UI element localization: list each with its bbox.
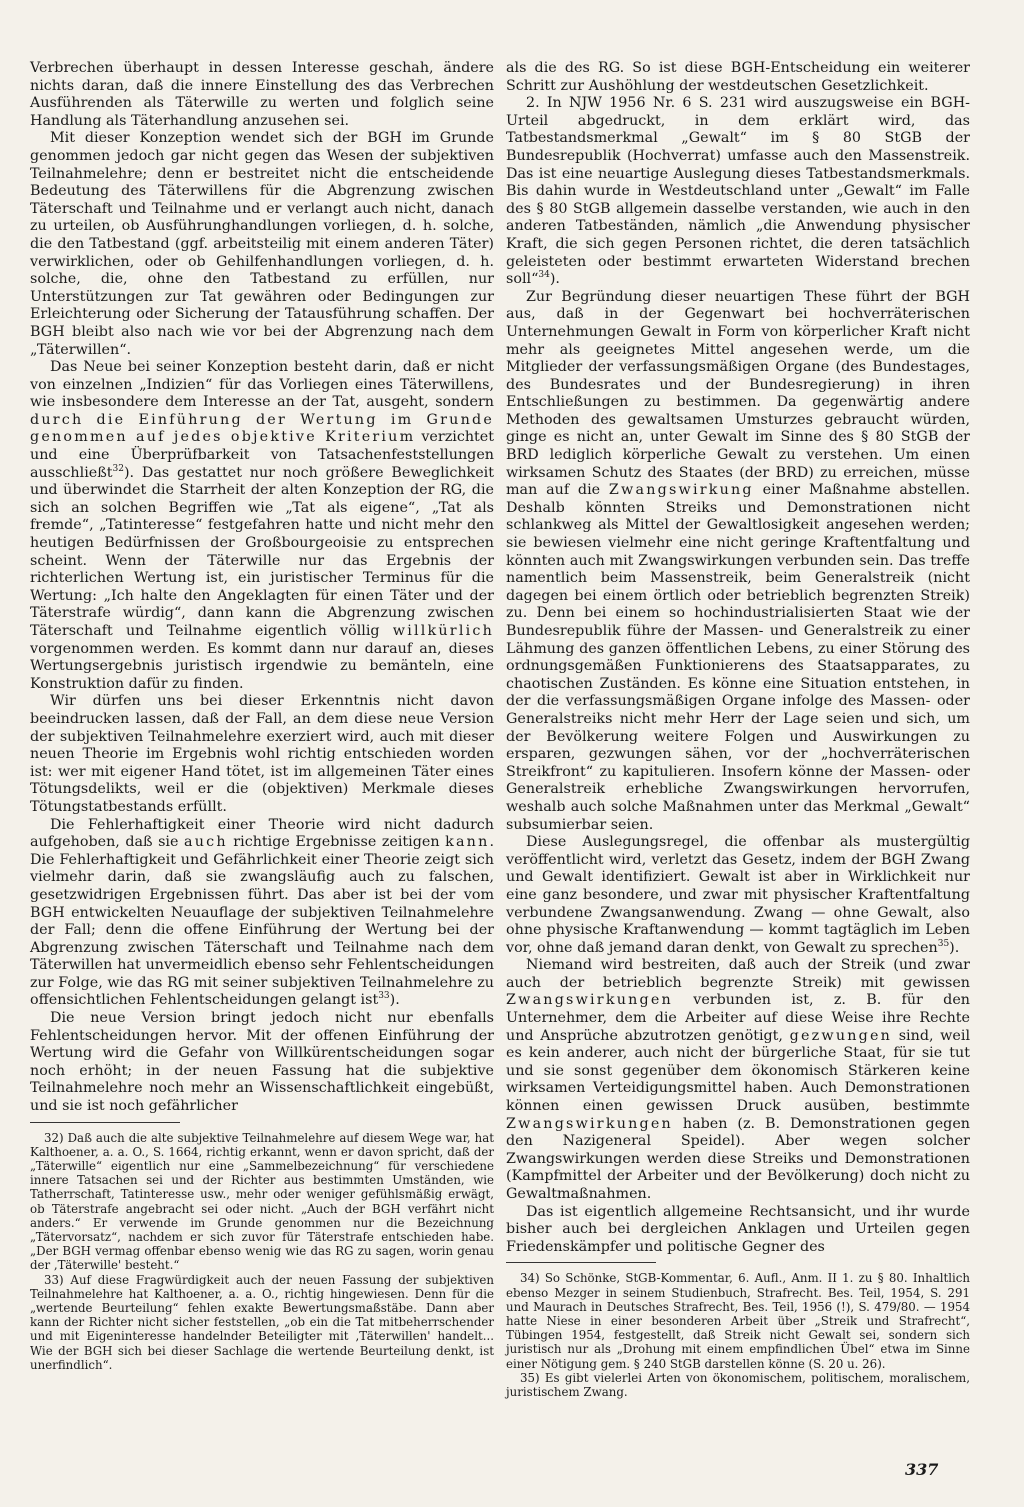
footnote-32: 32) Daß auch die alte subjektive Teilnahmelehre auf diesem Wege war, hat Kalthoener, a. a. O., S. 1664, richtig erkannt, wenn er davon spricht, daß der „Täterwille“ eigentlich nur eine „Sammelbezeichnung“ für verschiedene innere Tatsachen sei und der Richter aus bestimmten Umständen, wie Tatherrschaft, Tatinteresse usw., mehr oder weniger gefühlsmäßig erwägt, ob Täterstrafe angebracht sei oder nicht. „Auch der BGH verfährt nicht anders.“ Er verwende im Grunde genommen nur die Bezeichnung „Tätervorsatz“, nachdem er sich zuvor für Täterstrafe entschieden habe. „Der BGH vermag offenbar ebenso wenig wie das RG zu sagen, worin genau der ,Täterwille' besteht.“ (30, 1130, 494, 1273)
paragraph: als die des RG. So ist diese BGH-Entscheidung ein weiterer Schritt zur Aushöhlung der westdeutschen Gesetzlichkeit. (506, 60, 970, 94)
page-number: 337 (905, 1460, 939, 1479)
footnote-34: 34) So Schönke, StGB-Kommentar, 6. Aufl., Anm. II 1. zu § 80. Inhaltlich ebenso Mezger in seinem Studienbuch, Strafrecht. Bes. Teil, 1954, S. 291 und Maurach in Deutsches Strafrecht, Bes. Teil, 1956 (!), S. 479/80. — 1954 hatte Niese in einer besonderen Arbeit über „Streik und Strafrecht“, Tübingen 1954, festgestellt, daß Streik nicht Gewalt sei, sondern sich juristisch nur als „Drohung mit einem empfindlichen Übel“ etwa im Sinne einer Nötigung gem. § 240 StGB darstellen könne (S. 20 u. 26). (506, 1271, 970, 1371)
paragraph: Das ist eigentlich allgemeine Rechtsansicht, und ihr wurde bisher auch bei dergleichen Anklagen und Urteilen gegen Friedenskämpfer und politische Gegner des (506, 1203, 970, 1255)
paragraph: Diese Auslegungsregel, die offenbar als mustergültig veröffentlicht wird, verletzt das Gesetz, indem der BGH Zwang und Gewalt identifiziert. Gewalt ist aber in Wirklichkeit nur eine ganz besondere, und zwar mit physischer Kraftentfaltung verbundene Zwangsanwendung. Zwang — ohne Gewalt, also ohne physische Kraftanwendung — kommt tagtäglich im Leben vor, ohne daß jemand daran denkt, von Gewalt zu sprechen$^{35}$). (506, 834, 970, 956)
right-column (506, 60, 970, 1399)
paragraph: Zur Begründung dieser neuartigen These führt der BGH aus, daß in der Gegenwart bei hochverräterischen Unternehmungen Gewalt in Form von körperlicher Kraft nicht mehr als geeignetes Mittel angesehen werde, um die Mitglieder der verfassungsmäßigen Organe (des Bundestages, des Bundesrates und der Bundesregierung) in ihren Entschließungen zu bestimmen. Da gegenwärtig andere Methoden des gewaltsamen Umsturzes gebraucht würden, ginge es nicht an, unter Gewalt im Sinne des § 80 StGB der BRD lediglich körperliche Gewalt zu verstehen. Um einen wirksamen Schutz des Staates (der BRD) zu erreichen, müsse man auf die Zwangswirkung einer Maßnahme abstellen. Deshalb könnten Streiks und Demonstrationen nicht schlankweg als Mittel der Gewaltlosigkeit angesehen werden; sie bewiesen vielmehr eine nicht geringe Kraftentfaltung und könnten auch mit Zwangswirkungen verbunden sein. Das treffe namentlich beim Massenstreik, beim Generalstreik (nicht dagegen bei einem örtlich oder betrieblich begrenzten Streik) zu. Denn bei einem so hochindustrialisierten Staat wie der Bundesrepublik führe der Massen- und Generalstreik zu einer Lähmung des ganzen öffentlichen Lebens, zu einer Störung des ordnungsgemäßen Funktionierens des Staatsapparates, zu chaotischen Zuständen. Es könne eine Situation entstehen, in der die verfassungsmäßigen Organe infolge des Massen- oder Generalstreiks nicht mehr Herr der Lage seien und sich, um der Bevölkerung weitere Folgen und Auswirkungen zu ersparen, gezwungen sähen, vor der „hochverräterischen Streikfront“ zu kapitulieren. Insofern könne der Massen- oder Generalstreik erhebliche Zwangswirkungen hervorrufen, weshalb auch solche Maßnahmen unter das Merkmal „Gewalt“ subsumierbar seien. (506, 288, 971, 833)
left-column (30, 60, 494, 1372)
paragraph: Wir dürfen uns bei dieser Erkenntnis nicht davon beeindrucken lassen, daß der Fall, an dem diese neue Version der subjektiven Teilnahmelehre exerziert wird, auch mit dieser neuen Theorie im Ergebnis wohl richtig entschieden worden ist: wer mit eigener Hand tötet, ist im allgemeinen Täter eines Tötungsdelikts, weil er die (objektiven) Merkmale dieses Tötungstatbestands erfüllt. (30, 693, 494, 815)
footnote-35: 35) Es gibt vielerlei Arten von ökonomischem, politischem, moralischem, juristischem Zwang. (506, 1370, 970, 1399)
paragraph: Die neue Version bringt jedoch nicht nur ebenfalls Fehlentscheidungen hervor. Mit der offenen Einführung der Wertung wird die Gefahr von Willkürentscheidungen sogar noch erhöht; in der neuen Fassung hat die subjektive Teilnahmelehre noch mehr an Wissenschaftlichkeit eingebüßt, und sie ist noch gefährlicher (30, 1010, 494, 1115)
paragraph: Mit dieser Konzeption wendet sich der BGH im Grunde genommen jedoch gar nicht gegen das Wesen der subjektiven Teilnahmelehre; denn er bestreitet nicht die entscheidende Bedeutung des Täterwillens für die Abgrenzung zwischen Täterschaft und Teilnahme und er verlangt auch nicht, danach zu urteilen, ob Ausführunghandlungen vorliegen, d. h. solche, die den Tatbestand (ggf. arbeitsteilig mit einem anderen Täter) verwirklichen, oder ob Gehilfenhandlungen vorliegen, d. h. solche, die, ohne den Tatbestand zu erfüllen, nur Unterstützungen zur Tat gewähren oder Bedingungen zur Erleichterung oder Sicherung der Tatausführung schaffen. Der BGH bleibt also nach wie vor bei der Abgrenzung nach dem „Täterwillen“. (30, 130, 494, 358)
paragraph: Das Neue bei seiner Konzeption besteht darin, daß er nicht von einzelnen „Indizien“ für das Vorliegen eines Täterwillens, wie insbesondere dem Interesse an der Tat, ausgeht, sondern durch die Einführung der Wertung im Grunde genommen auf jedes objektive Kriterium verzichtet und eine Überprüfbarkeit von Tatsachenfeststellungen ausschließt$^{32}$). Das gestattet nur noch größere Beweglichkeit und überwindet die Starrheit der alten Konzeption der RG, die sich an solchen Begriffen wie „Tat als eigene“, „Tat als fremde“, „Tatinteresse“ festgefahren hatte und nicht mehr den heutigen Bedürfnissen der Großbourgeoisie zu entsprechen scheint. Wenn der Täterwille nur das Ergebnis der richterlichen Wertung ist, ein juristischer Terminus für die Wertung: „Ich halte den Angeklagten für einen Täter und der Täterstrafe würdig“, dann kann die Abgrenzung zwischen Täterschaft und Teilnahme eigentlich völlig willkürlich vorgenommen werden. Es kommt dann nur darauf an, dieses Wertungsergebnis juristisch irgendwie zu bemänteln, eine Konstruktion dafür zu finden. (30, 359, 495, 692)
footnote-divider (506, 1262, 656, 1263)
footnote-divider (30, 1122, 180, 1123)
paragraph: 2. In NJW 1956 Nr. 6 S. 231 wird auszugsweise ein BGH-Urteil abgedruckt, in dem erklärt wird, das Tatbestandsmerkmal „Gewalt“ im § 80 StGB der Bundesrepublik (Hochverrat) umfasse auch den Massenstreik. Das ist eine neuartige Auslegung dieses Tatbestandsmerkmals. Bis dahin wurde in Westdeutschland unter „Gewalt“ im Falle des § 80 StGB allgemein dasselbe verstanden, wie auch in den anderen Tatbeständen, nämlich „die Anwendung physischer Kraft, die sich gegen Personen richtet, die deren tatsächlich geleisteten oder bestimmt erwarteten Widerstand brechen soll“$^{34}$). (506, 95, 970, 288)
paragraph: Niemand wird bestreiten, daß auch der Streik (und zwar auch der betrieblich begrenzte Streik) mit gewissen Zwangswirkungen verbunden ist, z. B. für den Unternehmer, dem die Arbeiter auf diese Weise ihre Rechte und Ansprüche abzutrotzen genötigt, gezwungen sind, weil es kein anderer, auch nicht der bürgerliche Staat, für sie tut und sie sonst gegenüber dem ökonomisch Stärkeren keine wirksamen Verteidigungsmittel haben. Auch Demonstrationen können einen gewissen Druck ausüben, bestimmte Zwangswirkungen haben (z. B. Demonstrationen gegen den Nazigeneral Speidel). Aber wegen solcher Zwangswirkungen werden diese Streiks und Demonstrationen (Kampfmittel der Arbeiter und der Bevölkerung) doch nicht zu Gewaltmaßnahmen. (506, 957, 971, 1202)
paragraph: Die Fehlerhaftigkeit einer Theorie wird nicht dadurch aufgehoben, daß sie auch richtige Ergebnisse zeitigen kann. Die Fehlerhaftigkeit und Gefährlichkeit einer Theorie zeigt sich vielmehr darin, daß sie zwangsläufig auch zu falschen, gesetzwidrigen Ergebnissen führt. Das aber ist bei der vom BGH entwickelten Neuauflage der subjektiven Teilnahmelehre der Fall; denn die offene Einführung der Wertung bei der Abgrenzung zwischen Täterschaft und Teilnahme nach dem Täterwillen hat unvermeidlich ebenso sehr Fehlentscheidungen zur Folge, wie das RG mit seiner subjektiven Teilnahmelehre zu offensichtlichen Fehlentscheidungen gelangt ist$^{33}$). (30, 816, 495, 1009)
paragraph: Verbrechen überhaupt in dessen Interesse geschah, ändere nichts daran, daß die innere Einstellung des das Verbrechen Ausführenden als Täterwille zu werten und folglich seine Handlung als Täterhandlung anzusehen sei. (30, 60, 494, 129)
footnote-33: 33) Auf diese Fragwürdigkeit auch der neuen Fassung der subjektiven Teilnahmelehre hat Kalthoener, a. a. O., richtig hingewiesen. Denn für die „wertende Beurteilung“ fehlen exakte Bewertungsmaßstäbe. Dann aber kann der Richter nicht sicher feststellen, „ob ein die Tat mitbeherrschender und mit Eigeninteresse handelnder Beteiligter mit ,Täterwillen' handelt... Wie der BGH sich bei dieser Sachlage die wertende Beurteilung denkt, ist unerfindlich“. (30, 1272, 494, 1372)
